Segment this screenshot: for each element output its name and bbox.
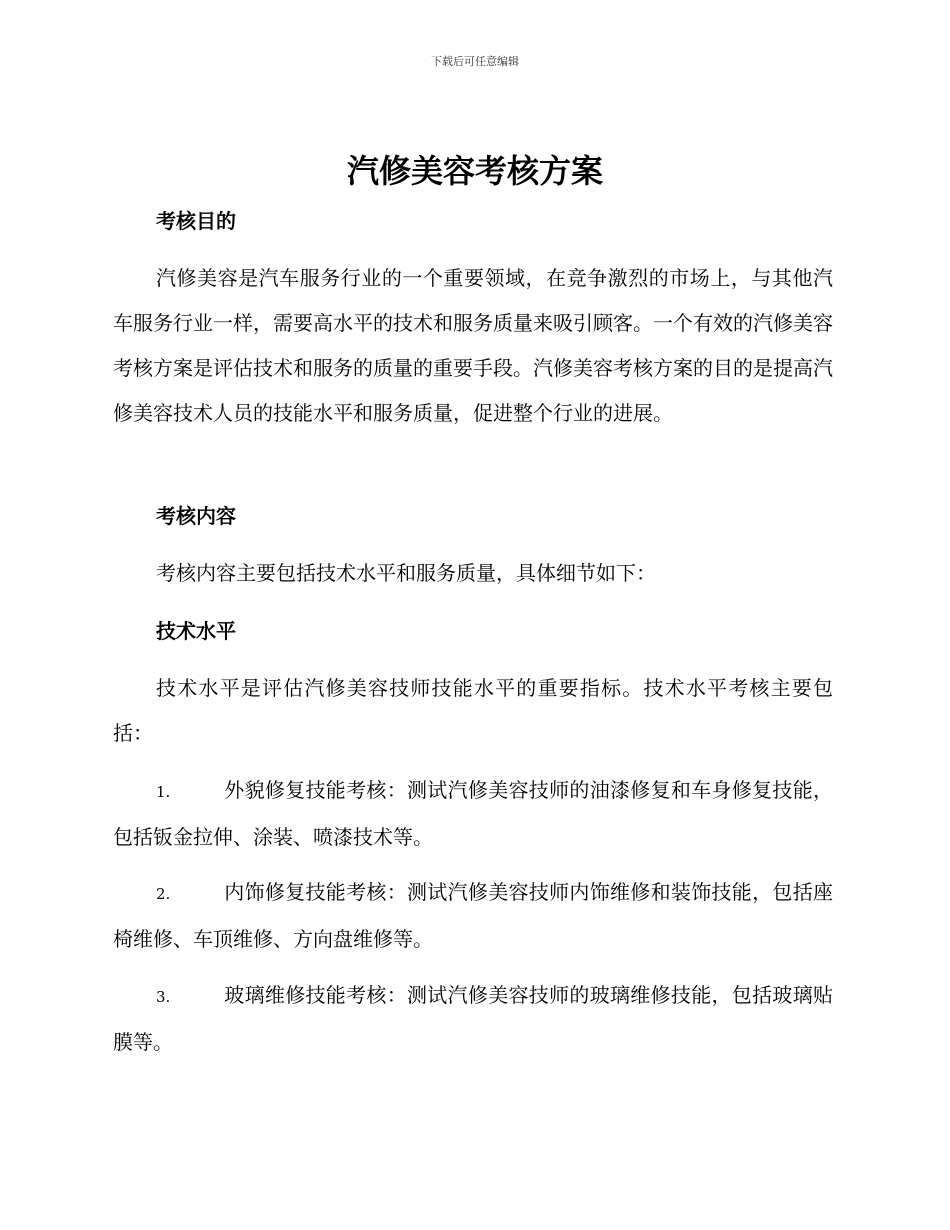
section-heading-tech: 技术水平	[156, 619, 236, 643]
list-item-number: 1.	[156, 783, 171, 801]
list-item	[113, 768, 833, 860]
section-heading-content: 考核内容	[156, 504, 236, 528]
paragraph-tech: 技术水平是评估汽修美容技师技能水平的重要指标。技术水平考核主要包括：	[113, 676, 833, 745]
section-heading-purpose: 考核目的	[156, 209, 236, 233]
list-item-number: 2.	[156, 885, 171, 903]
list-item-text: 内饰修复技能考核：测试汽修美容技师内饰维修和装饰技能，包括座椅维修、车顶维修、方向盘维修等。	[113, 880, 833, 951]
paragraph-purpose: 汽修美容是汽车服务行业的一个重要领域，在竞争激烈的市场上，与其他汽车服务行业一样，需要高水平的技术和服务质量来吸引顾客。一个有效的汽修美容考核方案是评估技术和服务的质量的重要手段。汽修美容考核方案的目的是提高汽修美容技术人员的技能水平和服务质量，促进整个行业的进展。	[113, 266, 833, 425]
list-item-number: 3.	[156, 988, 171, 1006]
list-item	[113, 870, 833, 962]
list-item-text: 玻璃维修技能考核：测试汽修美容技师的玻璃维修技能，包括玻璃贴膜等。	[113, 983, 833, 1054]
list-item-text: 外貌修复技能考核：测试汽修美容技师的油漆修复和车身修复技能，包括钣金拉伸、涂装、喷漆技术等。	[113, 778, 833, 849]
list-item	[113, 973, 833, 1065]
document-title: 汽修美容考核方案	[346, 152, 603, 190]
header-note: 下载后可任意编辑	[431, 55, 519, 68]
paragraph-content: 考核内容主要包括技术水平和服务质量，具体细节如下：	[156, 561, 656, 585]
